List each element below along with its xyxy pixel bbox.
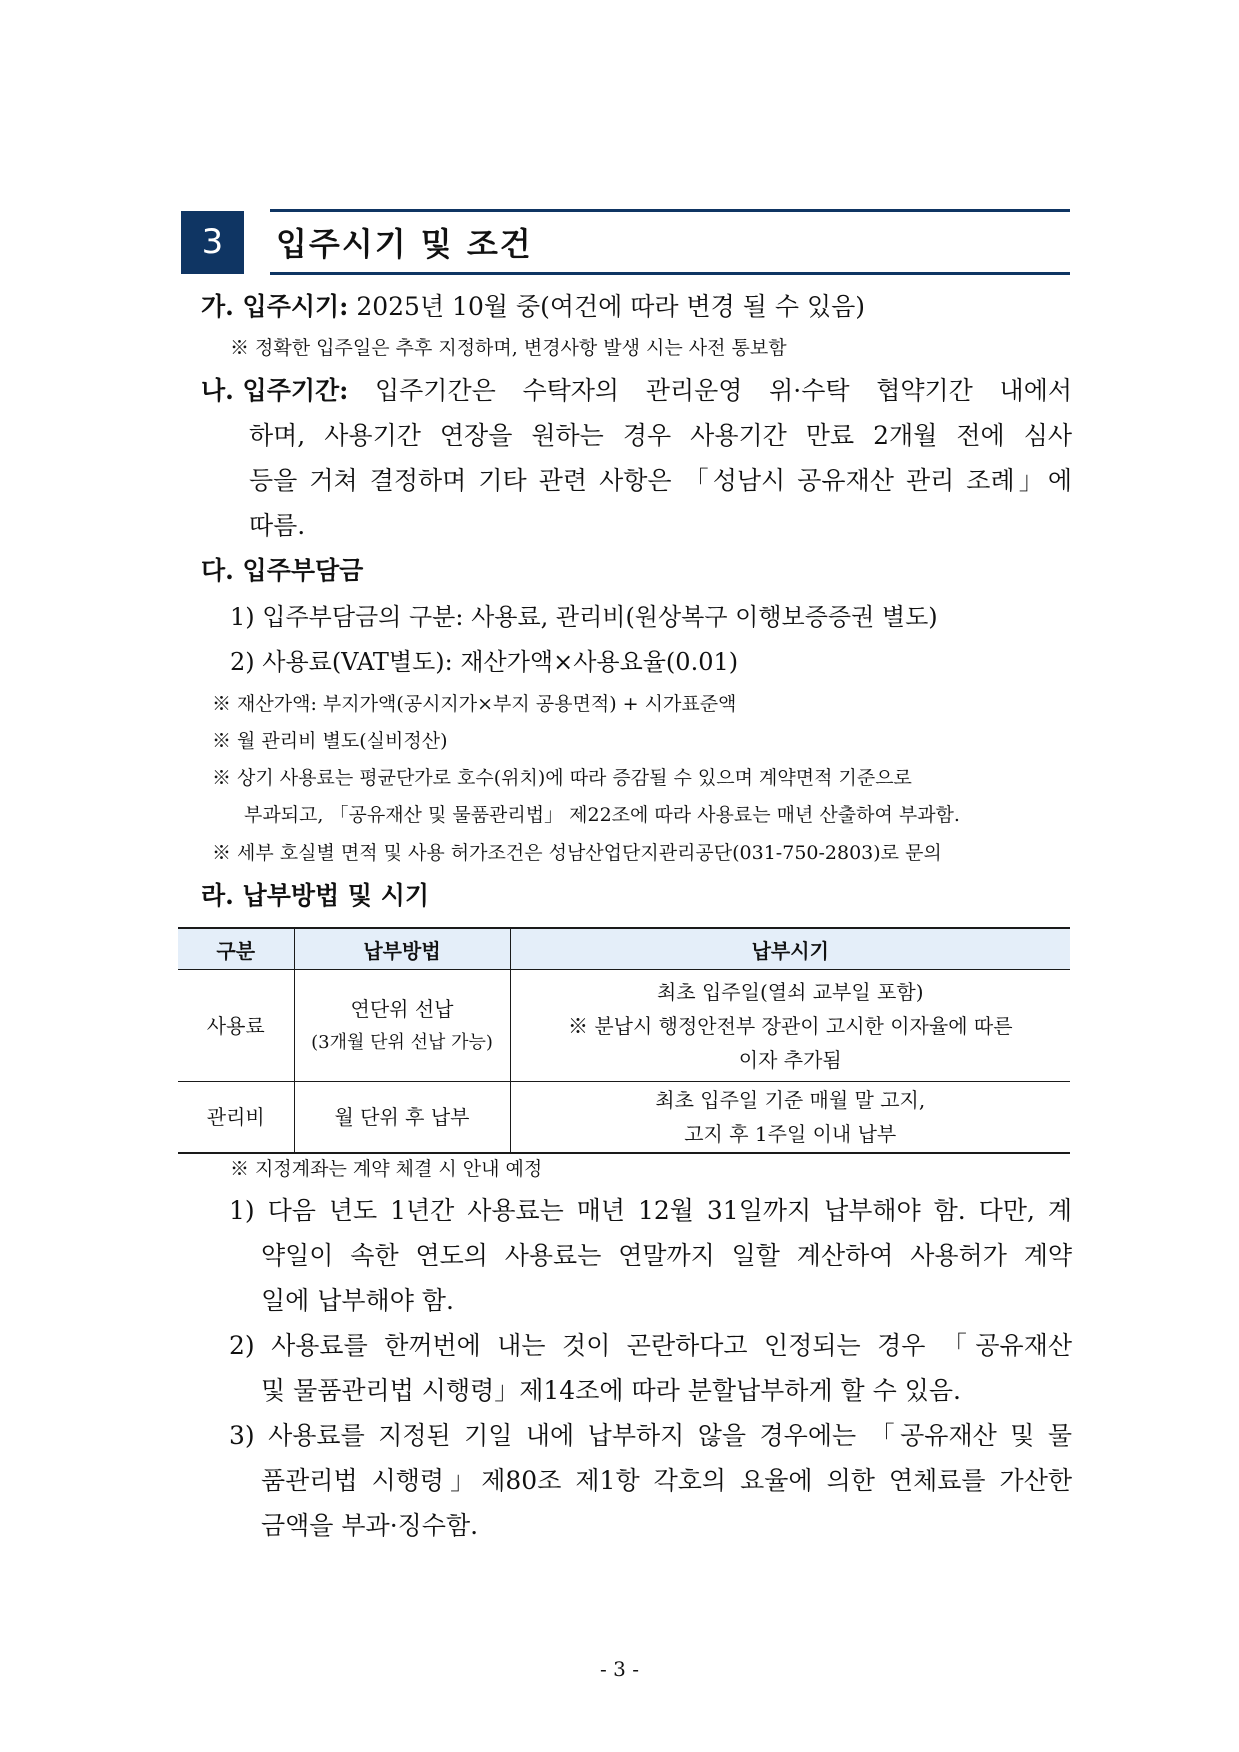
charge-note-4: ※ 세부 호실별 면적 및 사용 허가조건은 성남산업단지관리공단(031-750-2803)로 문의 (212, 842, 942, 864)
table-row (178, 1082, 1070, 1154)
move-in-period-text: 2025년 10월 중(여건에 따라 변경 될 수 있음) (348, 292, 866, 321)
charge-note-3a: ※ 상기 사용료는 평균단가로 호수(위치)에 따라 증감될 수 있으며 계약면적 기준으로 (212, 767, 912, 789)
timing-line: 최초 입주일 기준 매월 말 고지, (655, 1088, 926, 1112)
move-in-term-line-4: 따름. (249, 511, 306, 540)
move-in-term-line-1: 입주기간은 수탁자의 관리운영 위·수탁 협약기간 내에서 (375, 376, 1072, 405)
charge-note-3b: 부과되고, 「공유재산 및 물품관리법」 제22조에 따라 사용료는 매년 산출하여 부과함. (244, 804, 960, 826)
payment-para-1-line-1: 1) 다음 년도 1년간 사용료는 매년 12월 31일까지 납부해야 함. 다만, 계 (229, 1196, 1072, 1225)
page-number: - 3 - (600, 1657, 639, 1681)
timing-line: ※ 분납시 행정안전부 장관이 고시한 이자율에 따른 (567, 1013, 1013, 1038)
timing-line: 고지 후 1주일 이내 납부 (684, 1122, 897, 1146)
table-cell-method: 월 단위 후 납부 (294, 1082, 510, 1154)
method-line: 연단위 선납 (350, 996, 454, 1021)
move-in-charge-label: 다. 입주부담금 (201, 556, 364, 585)
section-rule-bottom (270, 272, 1070, 275)
move-in-period-label: 가. 입주시기: (201, 292, 349, 321)
move-in-term-label: 나. 입주기간: (201, 376, 349, 405)
table-row (178, 970, 1070, 1082)
charge-note-2: ※ 월 관리비 별도(실비정산) (212, 730, 448, 752)
table-cell-category: 관리비 (178, 1082, 294, 1154)
table-cell-timing (510, 970, 1070, 1082)
payment-para-1-line-2: 약일이 속한 연도의 사용료는 연말까지 일할 계산하여 사용허가 계약 (261, 1241, 1072, 1270)
timing-line: 이자 추가됨 (738, 1047, 842, 1072)
table-header-row (178, 928, 1070, 970)
table-cell-method (294, 970, 510, 1082)
payment-para-2-line-2: 및 물품관리법 시행령」제14조에 따라 분할납부하게 할 수 있음. (261, 1376, 961, 1405)
charge-item-1: 1) 입주부담금의 구분: 사용료, 관리비(원상복구 이행보증증권 별도) (230, 603, 938, 631)
payment-para-3-line-2: 품관리법 시행령」제80조 제1항 각호의 요율에 의한 연체료를 가산한 (261, 1466, 1072, 1495)
section-title: 입주시기 및 조건 (276, 225, 533, 263)
move-in-term-line-3: 등을 거쳐 결정하며 기타 관련 사항은 「성남시 공유재산 관리 조례」에 (249, 466, 1072, 495)
charge-note-1: ※ 재산가액: 부지가액(공시지가×부지 공용면적) + 시가표준액 (212, 693, 737, 715)
section-number: 3 (181, 211, 244, 274)
method-line: (3개월 단위 선납 가능) (311, 1031, 493, 1053)
timing-line: 최초 입주일(열쇠 교부일 포함) (656, 979, 924, 1004)
table-cell-timing (510, 1082, 1070, 1154)
payment-para-3-line-1: 3) 사용료를 지정된 기일 내에 납부하지 않을 경우에는 「공유재산 및 물 (229, 1421, 1072, 1450)
section-rule-top (270, 209, 1070, 212)
payment-para-2-line-1: 2) 사용료를 한꺼번에 내는 것이 곤란하다고 인정되는 경우 「공유재산 (229, 1331, 1072, 1360)
table-header-category: 구분 (178, 928, 294, 970)
charge-item-2: 2) 사용료(VAT별도): 재산가액×사용요율(0.01) (230, 648, 739, 676)
payment-para-1-line-3: 일에 납부해야 함. (261, 1286, 454, 1315)
table-cell-category: 사용료 (178, 970, 294, 1082)
payment-para-3-line-3: 금액을 부과·징수함. (261, 1511, 479, 1540)
table-header-timing: 납부시기 (510, 928, 1070, 970)
move-in-period-note: ※ 정확한 입주일은 추후 지정하며, 변경사항 발생 시는 사전 통보함 (230, 337, 787, 359)
move-in-term-line-2: 하며, 사용기간 연장을 원하는 경우 사용기간 만료 2개월 전에 심사 (249, 421, 1072, 450)
account-note: ※ 지정계좌는 계약 체결 시 안내 예정 (230, 1158, 543, 1180)
move-in-period (201, 287, 865, 323)
table-header-method: 납부방법 (294, 928, 510, 970)
payment-table (178, 927, 1070, 1154)
payment-method-label: 라. 납부방법 및 시기 (201, 881, 430, 910)
